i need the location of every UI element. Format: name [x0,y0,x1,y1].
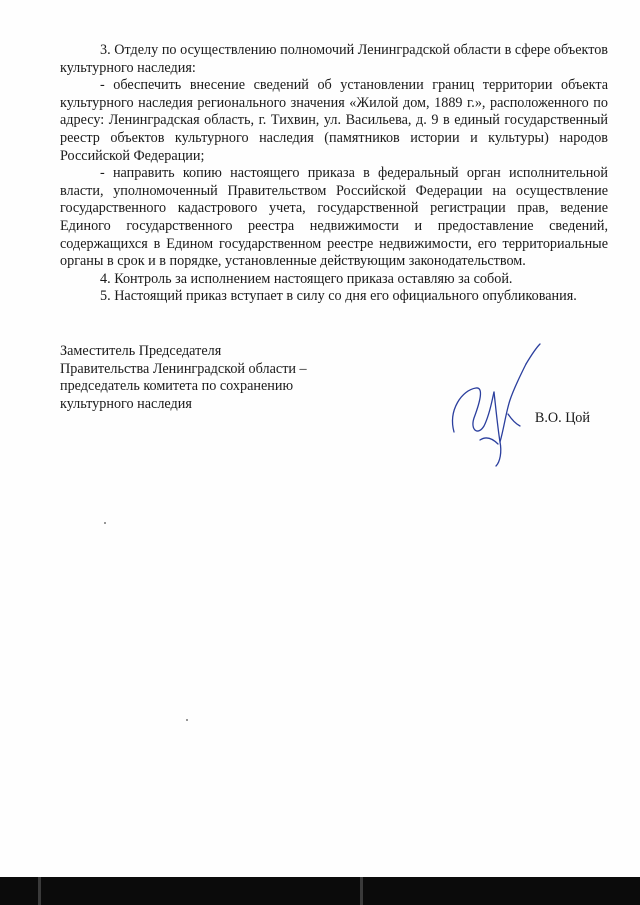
paragraph-send-copy: - направить копию настоящего приказа в федеральный орган исполнительной власти, уполномоченный Правительством Российской Федерации на осуществление государственного кадастрового учета, государственной регистрации прав, ведение Единого государственного реестра недвижимости и предоставление сведений, содержащихся в Едином государственном реестре недвижимости, его территориальные органы в срок и в порядке, установленные действующим законодательством. [60,165,608,270]
scan-edge-gap [38,877,41,905]
document-body [60,42,608,306]
scan-speck [104,522,106,524]
handwritten-signature [440,340,550,470]
paragraph-register-entry: - обеспечить внесение сведений об установлении границ территории объекта культурного наследия регионального значения «Жилой дом, 1889 г.», расположенного по адресу: Ленинградская область, г. Тихвин, ул. Васильева, д. 9 в единый государственный реестр объектов культурного наследия (памятников истории и культуры) народов Российской Федерации; [60,77,608,164]
paragraph-item-4: 4. Контроль за исполнением настоящего приказа оставляю за собой. [100,270,513,287]
signatory-name: В.О. Цой [534,410,590,426]
paragraph-item-3: 3. Отделу по осуществлению полномочий Ленинградской области в сфере объектов культурного наследия: [60,42,608,76]
scan-edge-gap [360,877,363,905]
signatory-title: Заместитель Председателя Правительства Ленинградской области – председатель комитета по сохранению культурного наследия [60,343,307,412]
scan-speck [186,719,188,721]
scan-edge-band [0,877,640,905]
paragraph-item-5: 5. Настоящий приказ вступает в силу со дня его официального опубликования. [100,288,577,305]
